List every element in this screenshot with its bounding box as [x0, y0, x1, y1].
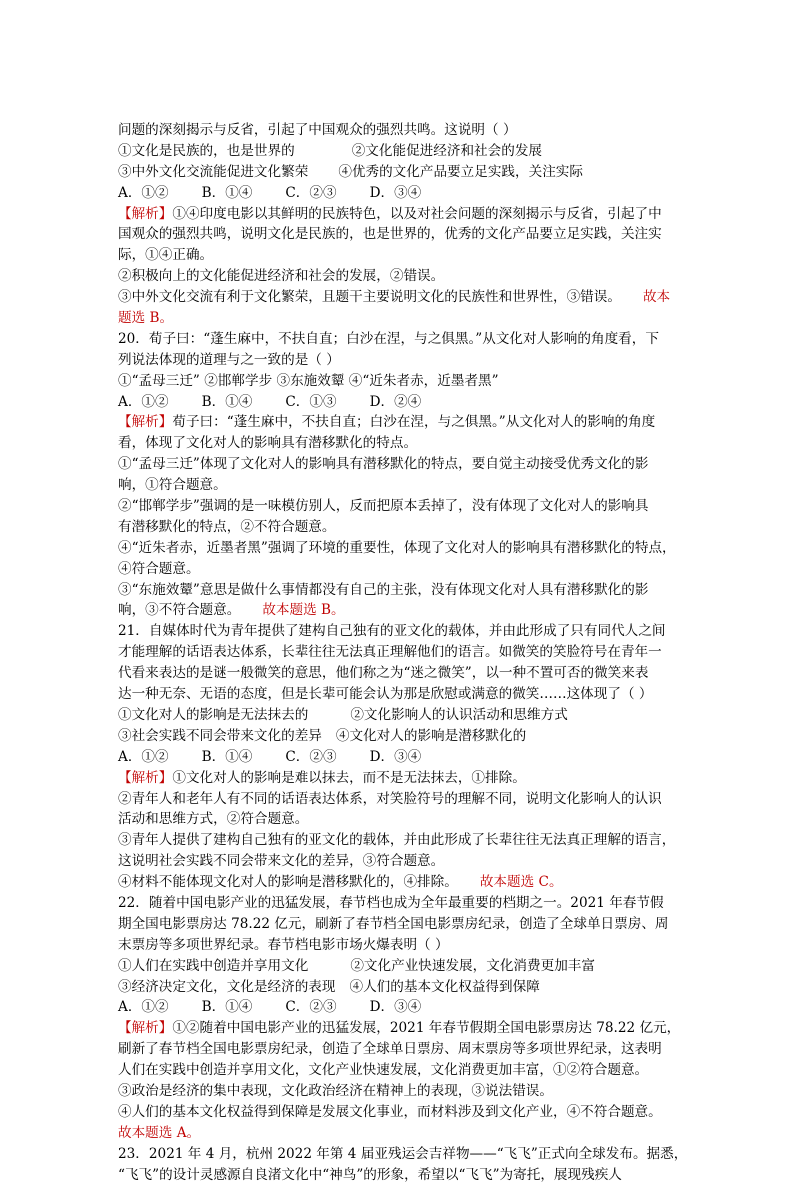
- q20-analysis-line: ④符合题意。: [118, 560, 200, 577]
- analysis-text: ①②随着中国电影产业的迅猛发展，2021 年春节假期全国电影票房达 78.22 亿元，: [172, 1020, 681, 1037]
- document-page: [118, 120, 688, 1185]
- q19-option-2: ②文化能促进经济和社会的发展: [351, 142, 543, 159]
- q19-analysis-line: ②积极向上的文化能促进经济和社会的发展，②错误。: [118, 268, 445, 285]
- analysis-tag: 【解析】: [118, 205, 173, 222]
- choice-c: C．②③: [285, 999, 337, 1016]
- analysis-text: ①④印度电影以其鲜明的民族特色，以及对社会问题的深刻揭示与反省，引起了中: [172, 205, 662, 222]
- q19-answer: 题选 B。: [118, 310, 174, 327]
- q22-stem-line: 22．随着中国电影产业的迅猛发展，春节档也成为全年最重要的档期之一。2021 年春节假: [118, 894, 664, 911]
- q23-stem-line: 23．2021 年 4 月，杭州 2022 年第 4 届亚残运会吉祥物——“飞飞”正式向全球发布。据悉，: [118, 1145, 688, 1162]
- q22-choices: [118, 997, 678, 1018]
- q19-analysis-line: 国观众的强烈共鸣，说明文化是民族的，也是世界的，优秀的文化产品要立足实践，关注实: [118, 226, 662, 243]
- q21-stem-line: 达一种无奈、无语的态度，但是长辈可能会认为那是欣慰或满意的微笑……这体现了（ ）: [118, 686, 653, 703]
- q22-analysis-line: [118, 1018, 681, 1039]
- q22-options-row-2: [118, 977, 678, 998]
- q19-choices: [118, 183, 678, 204]
- q19-analysis-line: 际，①④正确。: [118, 247, 214, 264]
- q20-choices: [118, 392, 678, 413]
- q21-options-row-2: [118, 726, 678, 747]
- q21-stem-line: 才能理解的话语表达体系，长辈往往无法真正理解他们的语言。如微笑的笑脸符号在青年一: [118, 644, 662, 661]
- answer-text: 故本题选 B。: [262, 602, 345, 619]
- q21-analysis-line: 这说明社会实践不同会带来文化的差异，③符合题意。: [118, 853, 445, 870]
- q21-option-3: ③社会实践不同会带来文化的差异: [118, 727, 322, 744]
- analysis-text: 荀子曰：“蓬生麻中，不扶自直；白沙在涅，与之俱黑。”从文化对人的影响的角度: [172, 414, 656, 431]
- choice-b: B．①④: [201, 999, 253, 1016]
- choice-a: A．①②: [118, 999, 169, 1016]
- q20-analysis-line: [118, 412, 678, 433]
- q21-analysis-line: 活动和思维方式，②符合题意。: [118, 811, 309, 828]
- q22-analysis-line: ④人们的基本文化权益得到保障是发展文化事业，而材料涉及到文化产业，④不符合题意。: [118, 1103, 662, 1120]
- choice-a: A．①②: [118, 184, 169, 201]
- q23-stem-line: “飞飞”的设计灵感源自良渚文化中“神鸟”的形象，希望以“飞飞”为寄托，展现残疾人: [118, 1166, 622, 1183]
- choice-a: A．①②: [118, 748, 169, 765]
- choice-b: B．①④: [201, 748, 253, 765]
- q20-stem-line: 20．荀子曰：“蓬生麻中，不扶自直；白沙在涅，与之俱黑。”从文化对人影响的角度看，下: [118, 330, 659, 347]
- analysis-text: 响，③不符合题意。: [118, 602, 241, 619]
- q19-option-1: ①文化是民族的，也是世界的: [118, 142, 295, 159]
- analysis-tag: 【解析】: [118, 1020, 173, 1037]
- q21-stem-line: 代看来表达的是谜一般微笑的意思，他们称之为“迷之微笑”，以一种不置可否的微笑来表: [118, 665, 649, 682]
- q22-option-4: ④人们的基本文化权益得到保障: [349, 978, 540, 995]
- q20-analysis-line: [118, 600, 678, 621]
- choice-d: D．③④: [369, 748, 422, 765]
- q22-analysis-line: 刷新了春节档全国电影票房纪录，创造了全球单日票房、周末票房等多项世界纪录，这表明: [118, 1041, 662, 1058]
- q22-options-row-1: [118, 956, 678, 977]
- q20-analysis-line: 响，①符合题意。: [118, 477, 227, 494]
- q20-analysis-line: 看，体现了文化对人的影响具有潜移默化的特点。: [118, 435, 418, 452]
- q22-answer: 故本题选 A。: [118, 1124, 201, 1141]
- q22-analysis-line: 人们在实践中创造并享用文化，文化产业快速发展，文化消费更加丰富，①②符合题意。: [118, 1062, 649, 1079]
- q21-option-2: ②文化影响人的认识活动和思维方式: [350, 706, 568, 723]
- q20-stem-line: 列说法体现的道理与之一致的是（ ）: [118, 351, 340, 368]
- q20-options: ①“孟母三迁” ②邯郸学步 ③东施效颦 ④“近朱者赤，近墨者黑”: [118, 372, 499, 389]
- q22-option-1: ①人们在实践中创造并享用文化: [118, 957, 309, 974]
- q19-options-row-2: [118, 162, 678, 183]
- q22-stem-line: 末票房等多项世界纪录。春节档电影市场火爆表明（ ）: [118, 936, 449, 953]
- q22-stem-line: 期全国电影票房达 78.22 亿元，刷新了春节档全国电影票房纪录，创造了全球单日票房、周: [118, 915, 669, 932]
- q21-analysis-line: [118, 872, 678, 893]
- q21-choices: [118, 747, 678, 768]
- q21-analysis-line: [118, 768, 678, 789]
- choice-a: A．①②: [118, 393, 169, 410]
- analysis-text: ③中外文化交流有利于文化繁荣，且题干主要说明文化的民族性和世界性，③错误。: [118, 289, 621, 306]
- q22-option-2: ②文化产业快速发展，文化消费更加丰富: [350, 957, 595, 974]
- choice-d: D．③④: [369, 184, 422, 201]
- q21-option-4: ④文化对人的影响是潜移默化的: [335, 727, 527, 744]
- q19-analysis-line: [118, 287, 678, 308]
- choice-b: B．①④: [201, 393, 253, 410]
- analysis-tag: 【解析】: [118, 769, 173, 786]
- q22-option-3: ③经济决定文化，文化是经济的表现: [118, 978, 336, 995]
- q21-options-row-1: [118, 705, 678, 726]
- choice-b: B．①④: [201, 184, 253, 201]
- q20-analysis-line: ④“近朱者赤，近墨者黑”强调了环境的重要性，体现了文化对人的影响具有潜移默化的特点，: [118, 539, 676, 556]
- q19-option-4: ④优秀的文化产品要立足实践，关注实际: [338, 163, 583, 180]
- q19-option-3: ③中外文化交流能促进文化繁荣: [118, 163, 309, 180]
- answer-text: 故本: [642, 289, 671, 306]
- q21-analysis-line: ②青年人和老年人有不同的话语表达体系，对笑脸符号的理解不同，说明文化影响人的认识: [118, 790, 662, 807]
- q21-option-1: ①文化对人的影响是无法抹去的: [118, 706, 309, 723]
- q20-analysis-line: ①“孟母三迁”体现了文化对人的影响具有潜移默化的特点，要自觉主动接受优秀文化的影: [118, 456, 649, 473]
- answer-text: 故本题选 C。: [479, 874, 563, 891]
- analysis-text: ④材料不能体现文化对人的影响是潜移默化的，④排除。: [118, 874, 458, 891]
- q19-options-row-1: [118, 141, 678, 162]
- analysis-tag: 【解析】: [118, 414, 173, 431]
- choice-c: C．②③: [285, 748, 337, 765]
- q20-analysis-line: ③“东施效颦”意思是做什么事情都没有自己的主张，没有体现文化对人具有潜移默化的影: [118, 581, 649, 598]
- q20-analysis-line: ②“邯郸学步”强调的是一味模仿别人，反而把原本丢掉了，没有体现了文化对人的影响具: [118, 498, 649, 515]
- q19-analysis-line: [118, 204, 678, 225]
- choice-c: C．②③: [285, 184, 337, 201]
- choice-c: C．①③: [285, 393, 337, 410]
- choice-d: D．③④: [369, 999, 422, 1016]
- q21-analysis-line: ③青年人提供了建构自己独有的亚文化的载体，并由此形成了长辈往往无法真正理解的语言，: [118, 832, 676, 849]
- q20-analysis-line: 有潜移默化的特点，②不符合题意。: [118, 518, 336, 535]
- analysis-text: ①文化对人的影响是难以抹去，而不是无法抹去，①排除。: [172, 769, 526, 786]
- choice-d: D．②④: [369, 393, 422, 410]
- q21-stem-line: 21．自媒体时代为青年提供了建构自己独有的亚文化的载体，并由此形成了只有同代人之间: [118, 623, 666, 640]
- q22-analysis-line: ③政治是经济的集中表现，文化政治经济在精神上的表现，③说法错误。: [118, 1082, 553, 1099]
- q19-stem-line: 问题的深刻揭示与反省，引起了中国观众的强烈共鸣。这说明（ ）: [118, 122, 517, 138]
